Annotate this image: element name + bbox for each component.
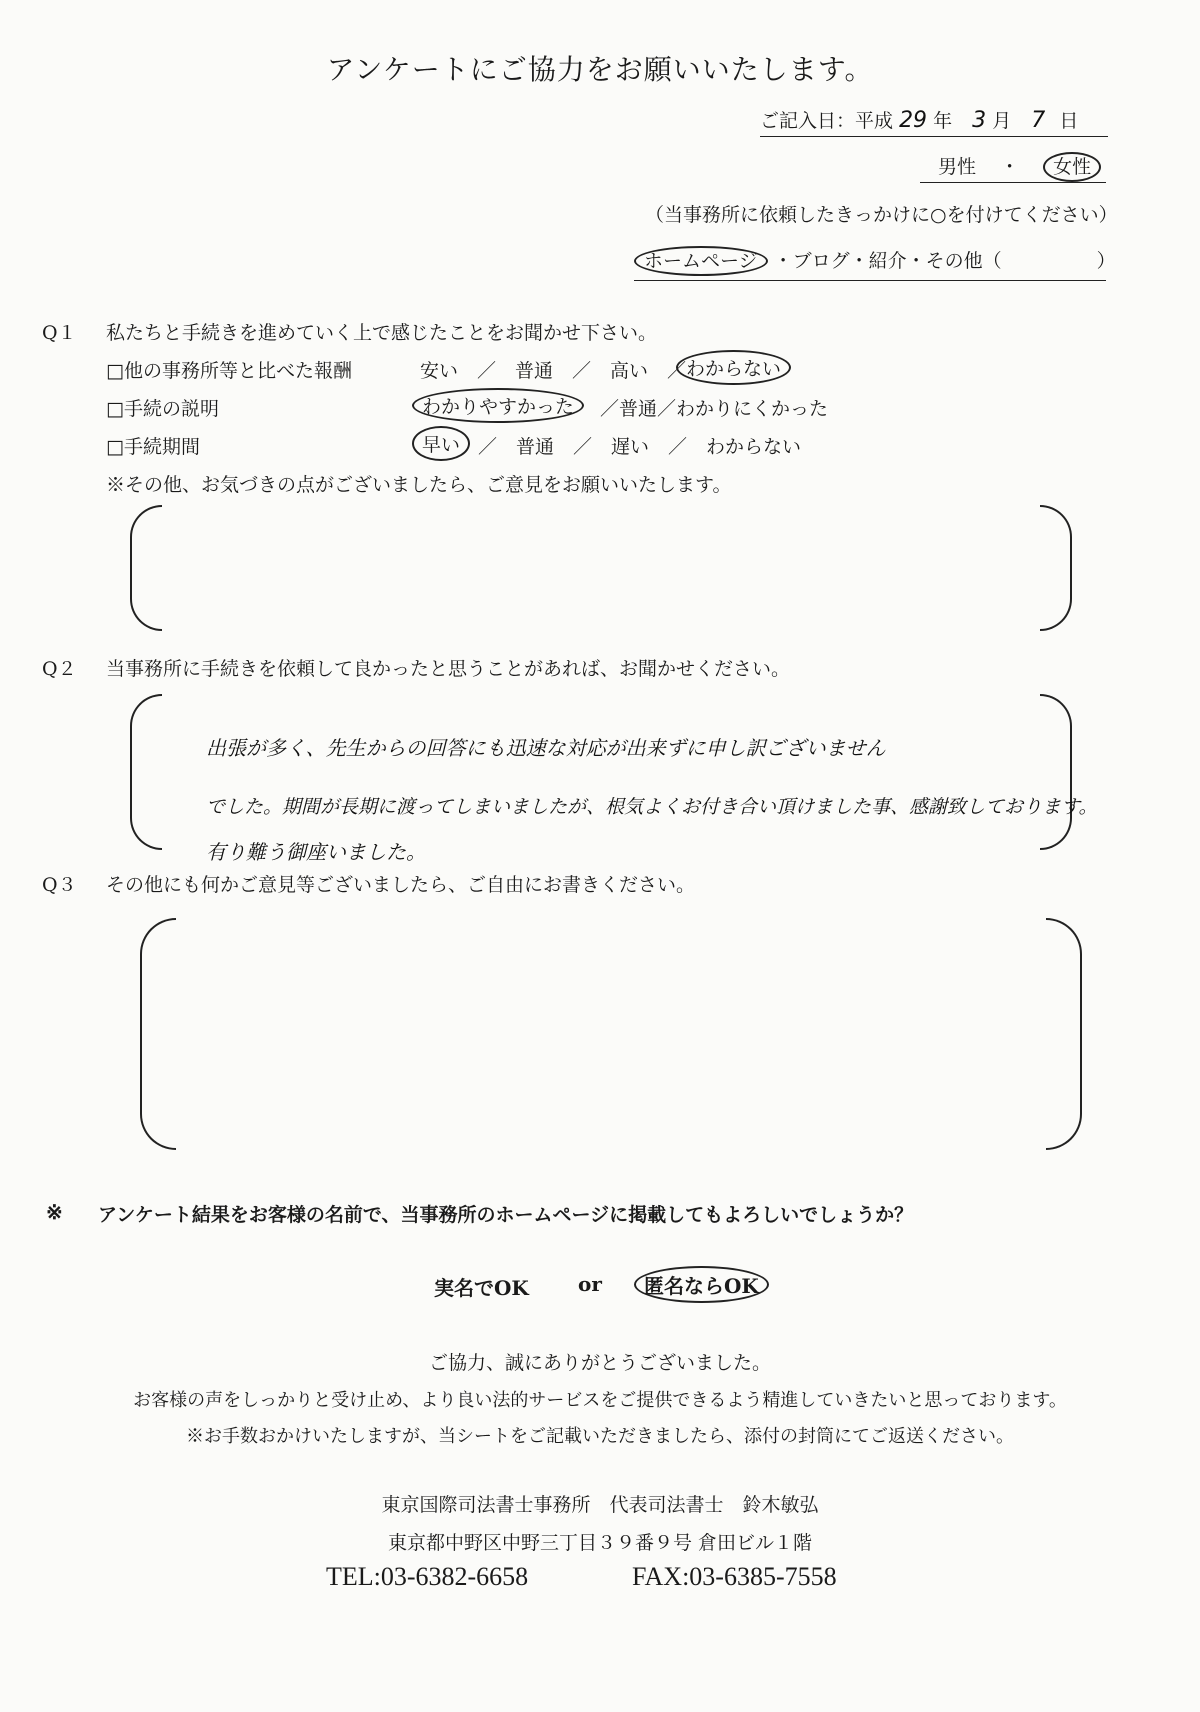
q3-box-left-bracket [140,918,176,1150]
q1-text: 私たちと手続きを進めていく上で感じたことをお聞かせ下さい。 [106,322,658,344]
thanks-line-1: ご協力、誠にありがとうございました。 [428,1352,771,1374]
q1-note: ※その他、お気づきの点がございましたら、ご意見をお願いいたします。 [106,474,732,496]
date-year: 29 [899,108,928,133]
publish-option-anon-circled: 匿名ならOK [634,1266,769,1303]
q3-label: Q３ [42,874,77,896]
q1-row-explain-after: ／普通／わかりにくかった [600,398,829,420]
q2-box-right-bracket [1040,694,1072,850]
thanks-line-3: ※お手数おかけいたしますが、当シートをご記載いただきましたら、添付の封筒にてご返送ください。 [186,1426,1014,1447]
q2-box-left-bracket [130,694,162,850]
date-month: 3 [972,108,987,133]
day-label: 日 [1059,110,1079,132]
publish-mark: ※ [46,1200,63,1224]
q2-label: Q２ [42,658,77,680]
office-fax: FAX:03-6385-7558 [632,1562,837,1591]
month-label: 月 [992,110,1012,132]
q2-answer-line-2: でした。期間が長期に渡ってしまいましたが、根気よくお付き合い頂けました事、感謝致しております。 [206,796,1098,818]
q1-row-period-after: ／ 普通 ／ 遅い ／ わからない [478,436,802,458]
date-line [760,106,1108,137]
year-label: 年 [933,110,953,132]
page-title: アンケートにご協力をお願いいたします。 [326,53,874,86]
q1-row-fee-options: 安い ／ 普通 ／ 高い ／ [420,360,687,382]
q1-box-left-bracket [130,505,162,631]
trigger-rest: ・ブログ・紹介・その他（ ） [773,250,1116,272]
q2-answer-line-3: 有り難う御座いました。 [206,840,426,864]
date-day: 7 [1031,108,1046,133]
q1-row-period-item: □手続期間 [106,436,200,458]
q3-text: その他にも何かご意見等ございましたら、ご自由にお書きください。 [106,874,696,896]
gender-dot: ・ [1000,156,1020,178]
publish-question: アンケート結果をお客様の名前で、当事務所のホームページに掲載してもよろしいでしょうか？ [98,1204,914,1226]
q1-row-fee-item: □他の事務所等と比べた報酬 [106,360,352,382]
gender-female-circled: 女性 [1043,152,1101,182]
publish-option-real: 実名でOK [434,1276,529,1300]
office-tel: TEL:03-6382-6658 [326,1562,529,1591]
publish-option-or: or [578,1272,602,1296]
office-name: 東京国際司法書士事務所 代表司法書士 鈴木敏弘 [381,1494,819,1516]
office-address: 東京都中野区中野三丁目３９番９号 倉田ビル１階 [387,1532,813,1554]
q1-row-period-circled: 早い [412,426,470,461]
q1-label: Q１ [42,322,77,344]
gender-line [920,152,1106,183]
q1-row-fee-circled: わからない [676,350,791,385]
q2-text: 当事務所に手続きを依頼して良かったと思うことがあれば、お聞かせください。 [106,658,791,680]
q3-box-right-bracket [1046,918,1082,1150]
trigger-homepage-circled: ホームページ [634,246,768,276]
gender-male: 男性 [938,156,977,178]
q1-box-right-bracket [1040,505,1072,631]
q1-row-explain-item: □手続の説明 [106,398,219,420]
date-label: ご記入日：平成 [760,110,894,132]
q1-row-explain-circled: わかりやすかった [412,388,584,423]
trigger-note: （当事務所に依頼したきっかけに○を付けてください） [645,204,1118,226]
trigger-line [634,246,1116,281]
thanks-line-2: お客様の声をしっかりと受け止め、より良い法的サービスをご提供できるよう精進していきたいと思っております。 [133,1390,1067,1411]
q2-answer-line-1: 出張が多く、先生からの回答にも迅速な対応が出来ずに申し訳ございません [206,736,886,760]
